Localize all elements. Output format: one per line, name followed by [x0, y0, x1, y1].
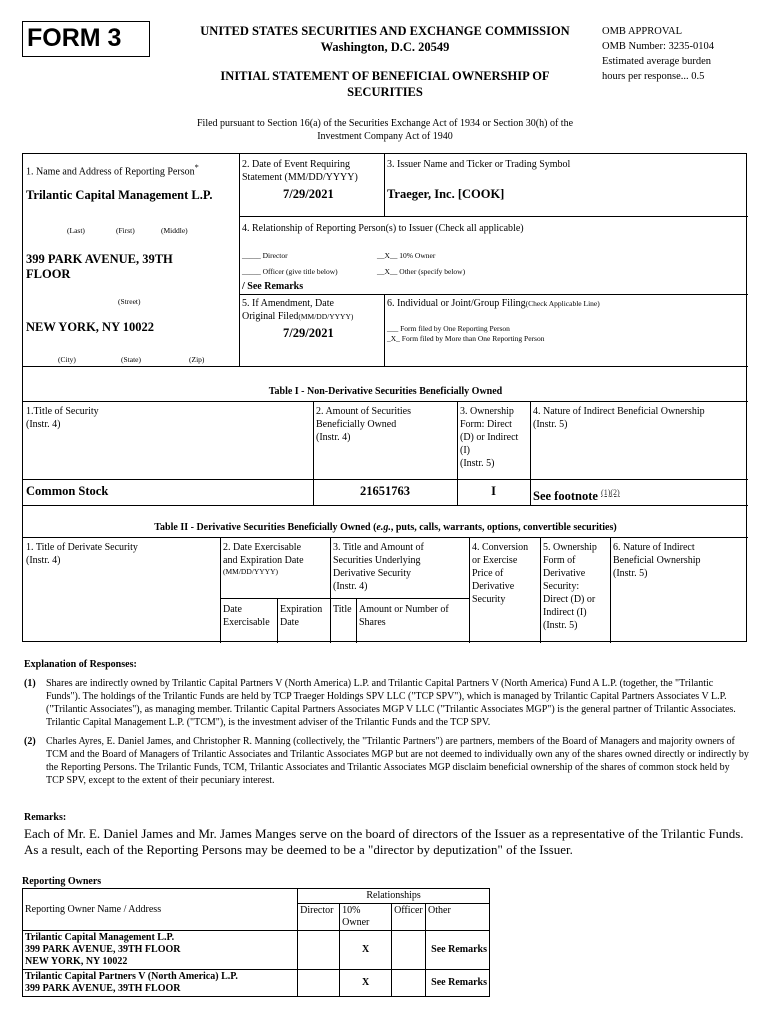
last-label: (Last)	[67, 226, 85, 235]
form-title-line-2: SECURITIES	[347, 85, 423, 99]
zip-label: (Zip)	[189, 355, 205, 364]
officer-cell	[392, 931, 426, 970]
street-address-line-2: FLOOR	[26, 267, 71, 281]
omb-approval	[602, 24, 762, 84]
officer-cell	[392, 970, 426, 997]
omb-line: OMB Number: 3235-0104	[602, 41, 714, 52]
ten-percent-cell: X	[340, 931, 392, 970]
footnote-2: (2) Charles Ayres, E. Daniel James, and Christopher R. Manning (collectively, the "Trilantic Partners") are partners, members of the Board of Managers and majority owners of TCM and the Board of Managers of Trilantic Associates and Trilantic Associates MGP but are not deemed to individually own any of the shares owned directly or indirectly by the Reporting Persons. The Trilantic Funds, TCM, Trilantic Associates and Trilantic Associates MGP disclaim beneficial ownership of the shares of common stock held by TCP SPV, except to the extent of their pecuniary interest.	[24, 736, 749, 786]
footnote-1: (1) Shares are indirectly owned by Trilantic Capital Partners V (North America) L.P. and Trilantic Capital Partners V (North America) Fund A L.P. (together, the "Trilantic Funds"). The holdings of the Trilantic Funds are held by TCP Traeger Holdings SPV LLC ("TCP SPV"), which is managed by Trilantic Capital Partners Associates V L.P. ("Trilantic Associates"), as managing member. Trilantic Capital Partners Associates MGP V LLC ("Trilantic Associates MGP") is the general partner of Trilantic Associates. Trilantic Capital Management L.P. ("TCM"), is the investment adviser of the Trilantic Funds and the TCP SPV.	[24, 678, 736, 728]
multiple-persons-checkbox: _X_ Form filed by More than One Reporting Person	[387, 334, 545, 343]
table-2-title: Table II - Derivative Securities Beneficially Owned (e.g., puts, calls, warrants, options, convertible securities)	[154, 522, 617, 533]
issuer-name: Traeger, Inc. [COOK]	[387, 187, 505, 201]
table-row	[23, 931, 490, 970]
t1-col-title: 1.Title of Security (Instr. 4)	[26, 406, 99, 430]
t1-col-nature: 4. Nature of Indirect Beneficial Ownership (Instr. 5)	[533, 406, 705, 430]
officer-header: Officer	[392, 904, 426, 931]
relationships-header: Relationships	[298, 889, 490, 904]
reporting-person-name: Trilantic Capital Management L.P.	[26, 188, 213, 202]
remarks-heading: Remarks:	[24, 812, 67, 823]
t2-col-ownership: 5. Ownership Form of Derivative Security: Direct (D) or Indirect (I) (Instr. 5)	[543, 542, 597, 631]
filed-line-1: Filed pursuant to Section 16(a) of the Securities Exchange Act of 1934 or Section 30(h) of the	[196, 118, 574, 129]
middle-label: (Middle)	[161, 226, 188, 235]
t2-sub-expiration: Expiration Date	[280, 604, 323, 628]
t2-sub-title: Title	[333, 604, 352, 615]
t1-col-amount: 2. Amount of Securities Beneficially Owned (Instr. 4)	[316, 406, 411, 443]
t2-col-conversion: 4. Conversion or Exercise Price of Derivative Security	[472, 542, 529, 605]
owner-name-address: Trilantic Capital Partners V (North America) L.P. 399 PARK AVENUE, 39TH FLOOR	[23, 970, 298, 997]
amendment-date-value: 7/29/2021	[283, 326, 334, 340]
form-title-line-1: INITIAL STATEMENT OF BENEFICIAL OWNERSHIP OF	[220, 69, 550, 83]
reporting-owners-heading: Reporting Owners	[22, 876, 102, 887]
state-label: (State)	[121, 355, 141, 364]
director-cell	[298, 931, 340, 970]
reporting-owners-table	[22, 888, 490, 997]
other-cell: See Remarks	[426, 970, 490, 997]
filing-label: 6. Individual or Joint/Group Filing(Check Applicable Line)	[387, 298, 600, 309]
owner-name-address: Trilantic Capital Management L.P. 399 PARK AVENUE, 39TH FLOOR NEW YORK, NY 10022	[23, 931, 298, 970]
one-person-checkbox: ___ Form filed by One Reporting Person	[387, 324, 510, 333]
t2-sub-date-exercisable: Date Exercisable	[223, 604, 270, 628]
filed-line-2: Investment Company Act of 1940	[317, 131, 453, 142]
event-date-label: 2. Date of Event Requiring Statement (MM/DD/YYYY)	[242, 159, 358, 183]
street-label: (Street)	[118, 297, 141, 306]
form-title	[190, 68, 580, 100]
agency-line-1: UNITED STATES SECURITIES AND EXCHANGE COMMISSION	[200, 24, 570, 38]
form-label: FORM 3	[22, 21, 150, 57]
reporting-person-label: 1. Name and Address of Reporting Person*	[26, 163, 199, 178]
issuer-label: 3. Issuer Name and Ticker or Trading Symbol	[387, 159, 571, 170]
city-label: (City)	[58, 355, 76, 364]
t2-col-underlying: 3. Title and Amount of Securities Underlying Derivative Security (Instr. 4)	[333, 542, 424, 592]
city-state-zip: NEW YORK, NY 10022	[26, 320, 155, 334]
ownership-form: I	[491, 484, 496, 498]
officer-checkbox: _____ Officer (give title below)	[242, 267, 338, 276]
table-1-title: Table I - Non-Derivative Securities Beneficially Owned	[268, 386, 503, 397]
street-address-line-1: 399 PARK AVENUE, 39TH	[26, 252, 173, 266]
omb-line: hours per response... 0.5	[602, 71, 705, 82]
t1-col-form: 3. Ownership Form: Direct (D) or Indirect (I) (Instr. 5)	[460, 406, 519, 469]
amount-owned: 21651763	[360, 484, 410, 498]
main-form	[22, 153, 747, 642]
t2-col-dates: 2. Date Exercisable and Expiration Date (MM/DD/YYYY)	[223, 542, 304, 576]
other-checkbox: __X__ Other (specify below)	[377, 267, 466, 276]
remarks-text: Each of Mr. E. Daniel James and Mr. James Manges serve on the board of directors of the Issuer as a representative of the Trilantic Funds. As a result, each of the Reporting Persons may be deemed to be a "director by deputization" of the Issuer.	[24, 826, 744, 857]
event-date-value: 7/29/2021	[283, 187, 334, 201]
director-header: Director	[298, 904, 340, 931]
other-header: Other	[426, 904, 490, 931]
explanation-of-responses	[24, 658, 749, 787]
agency-line-2: Washington, D.C. 20549	[320, 40, 450, 54]
t2-sub-amount: Amount or Number of Shares	[359, 604, 449, 628]
relationship-label: 4. Relationship of Reporting Person(s) to Issuer (Check all applicable)	[242, 223, 524, 234]
security-title: Common Stock	[26, 484, 109, 498]
t2-col-title: 1. Title of Derivate Security (Instr. 4)	[26, 542, 138, 566]
asterisk-mark: *	[194, 163, 199, 172]
ten-percent-owner-checkbox: __X__ 10% Owner	[377, 251, 436, 260]
ten-percent-header: 10% Owner	[340, 904, 392, 931]
see-remarks: / See Remarks	[242, 281, 304, 292]
table-row	[23, 970, 490, 997]
filed-pursuant	[160, 117, 610, 143]
owner-name-header: Reporting Owner Name / Address	[23, 889, 298, 931]
director-cell	[298, 970, 340, 997]
ten-percent-cell: X	[340, 970, 392, 997]
first-label: (First)	[116, 226, 135, 235]
omb-line: Estimated average burden	[602, 56, 712, 67]
director-checkbox: _____ Director	[242, 251, 288, 260]
nature-of-ownership: See footnote $^{(1)(2)}$	[533, 488, 620, 504]
explanation-heading: Explanation of Responses:	[24, 659, 137, 670]
omb-line: OMB APPROVAL	[602, 26, 683, 37]
footnote-link[interactable]: (1)(2)	[601, 488, 620, 497]
t2-col-nature: 6. Nature of Indirect Beneficial Ownership (Instr. 5)	[613, 542, 701, 579]
agency-name	[170, 23, 600, 55]
amendment-label: 5. If Amendment, Date Original Filed(MM/DD/YYYY)	[242, 298, 354, 322]
other-cell: See Remarks	[426, 931, 490, 970]
